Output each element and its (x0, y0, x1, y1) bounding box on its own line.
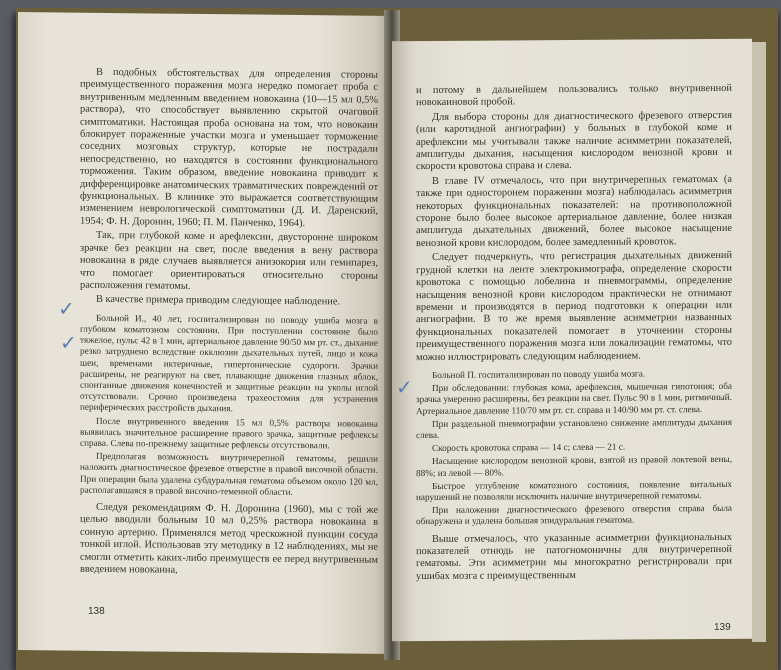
pen-check-mark: ✓ (58, 296, 75, 321)
paragraph: В качестве примера приводим следующее наблюдение. (96, 294, 341, 308)
case-paragraph: Быстрое углубление коматозного состояния, появление витальных нарушений не позволяли исключить наличие внутричерепной гематомы. (416, 478, 732, 503)
case-paragraph: Скорость кровотока справа — 14 с; слева — 21 с. (432, 441, 626, 454)
page-number: 138 (88, 605, 105, 617)
left-page-text (80, 67, 378, 580)
paragraph: Так, при глубокой коме и арефлексии, двусторонне широком зрачке без реакции на свет, после введения в вену раствора новокаина в ряде случаев выявляется анизокория или гемипарез, что помогает ориентироваться относительно стороны расположения гематомы. (80, 230, 378, 292)
paragraph: В главе IV отмечалось, что при внутричерепных гематомах (а также при односторонем поражении мозга) наблюдалась асимметрия некоторых функциональных показателей: на противоположной стороне было более высокое артериальное давление, более низкая амплитуда дыхательных движений, более высокое насыщение венозной крови кислородом, более замедленный кровоток. (416, 173, 732, 249)
paragraph: Выше отмечалось, что указанные асимметрии функциональных показателей отнюдь не патогномоничны для внутричерепной гематомы. Эти асимметрии мы многократно регистрировали при ушибах мозга с преимущественным (416, 531, 732, 582)
case-paragraph: Насыщение кислородом венозной крови, взятой из правой локтевой вены, 88%; из левой — 80%. (416, 454, 732, 478)
page-edges (752, 42, 766, 642)
page-number: 139 (714, 621, 731, 634)
right-page (392, 39, 752, 642)
paragraph: Следуя рекомендациям Ф. Н. Доронина (1960), мы с той же целью вводили больным 10 мл 0,25% раствора новокаина в сонную артерию. Применялся метод чрескожной пункции сосуда тонкой иглой. Использовав эту методику в 12 наблюдениях, мы не смогли отметить каких-либо преимуществ ее перед внутривенным введением новокаина, (80, 501, 378, 576)
case-paragraph: При раздельной пневмографии установлено снижение амплитуды дыхания слева. (416, 416, 732, 441)
case-paragraph: Больной П. госпитализирован по поводу ушиба мозга. (432, 368, 646, 380)
pen-check-mark: ✓ (60, 330, 77, 355)
right-page-text (416, 83, 732, 583)
case-paragraph: При наложении диагностического фрезевого отверстия справа была обнаружена и удалена большая эпидуральная гематома. (416, 503, 732, 527)
paragraph: Для выбора стороны для диагностического фрезевого отверстия (или каротидной ангиографии) у больных в глубокой коме и арефлексии мы учитывали также наличие асимметрии показателей, амплитуды дыхания, насыщения кислородом венозной крови и скорости кровотока справа и слева. (416, 109, 732, 173)
paragraph: Следует подчеркнуть, что регистрация дыхательных движений грудной клетки на ленте электрокимографа, определение скорости кровотока с помощью лобелина и пневмограммы, определение насыщения венозной крови кислородом практически не отнимают времени и производятся в период подготовки к операции или ангиографии. В то же время выявление асимметрии названных функциональных показателей помогает в уточнении стороны преимущественного поражения мозга или локализации гематомы, что можно иллюстрировать следующим наблюдением. (416, 250, 732, 363)
left-page (18, 12, 390, 654)
paragraph: В подобных обстоятельствах для определения стороны преимущественного поражения мозга нередко помогает проба с внутривенным медленным введением новокаина (10—15 мл 0,5% раствора), что способствует выявлению скрытой очаговой симптоматики. Настоящая проба основана на том, что новокаин блокирует пораженные участки мозга и уменьшает торможение соседних мозговых структур, которые не пострадали непосредственно, но находятся в состоянии функционального торможения. Таким образом, введение новокаина приводит к дифференцировке анатомических травматических повреждений от функциональных. В клинике это выражается соответствующим изменением неврологической симптоматики (Д. И. Даренский, 1954; Ф. Н. Доронин, 1960; П. М. Панченко, 1964). (80, 66, 378, 229)
paragraph: и потому в дальнейшем пользовались только внутривенной новокаиновой пробой. (416, 82, 732, 109)
pen-check-mark: ✓ (396, 375, 413, 400)
case-paragraph: Больной И., 40 лет, госпитализирован по поводу ушиба мозга в глубоком коматозном состоянии. При поступлении состояние было тяжелое, пульс 42 в 1 мин, артериальное давление 90/50 мм рт. ст., дыхание резко затруднено вследствие окклюзии дыхательных путей, лицо и кожа шеи, временами иктеричные, гипертонические судороги. Зрачки расширены, не реагируют на свет, плавающие движения глазных яблок, спонтанные движения конечностей и защитные реакции на уколы иглой отсутствовали. Срочно произведена трахеостомия для устранения периферических расстройств дыхания. (80, 312, 378, 414)
case-paragraph: После внутривенного введения 15 мл 0,5% раствора новокаина выявилась значительное расширение правого зрачка, защитные рефлексы справа. Слева по-прежнему защитные рефлексы отсутствовали. (80, 415, 378, 451)
case-paragraph: Предполагая возможность внутричерепной гематомы, решили наложить диагностическое фрезевое отверстие в правой височной области. При операции была удалена субдуральная гематома объемом около 120 мл, располагавшаяся в правой височно-теменной области. (80, 451, 378, 497)
case-paragraph: При обследовании: глубокая кома, арефлексия, мышечная гипотония; оба зрачка умеренно расширены, без реакции на свет. Пульс 90 в 1 мин, ритмичный. Артериальное давление 110/70 мм рт. ст. справа и 140/90 мм рт. ст. слева. (416, 381, 732, 416)
